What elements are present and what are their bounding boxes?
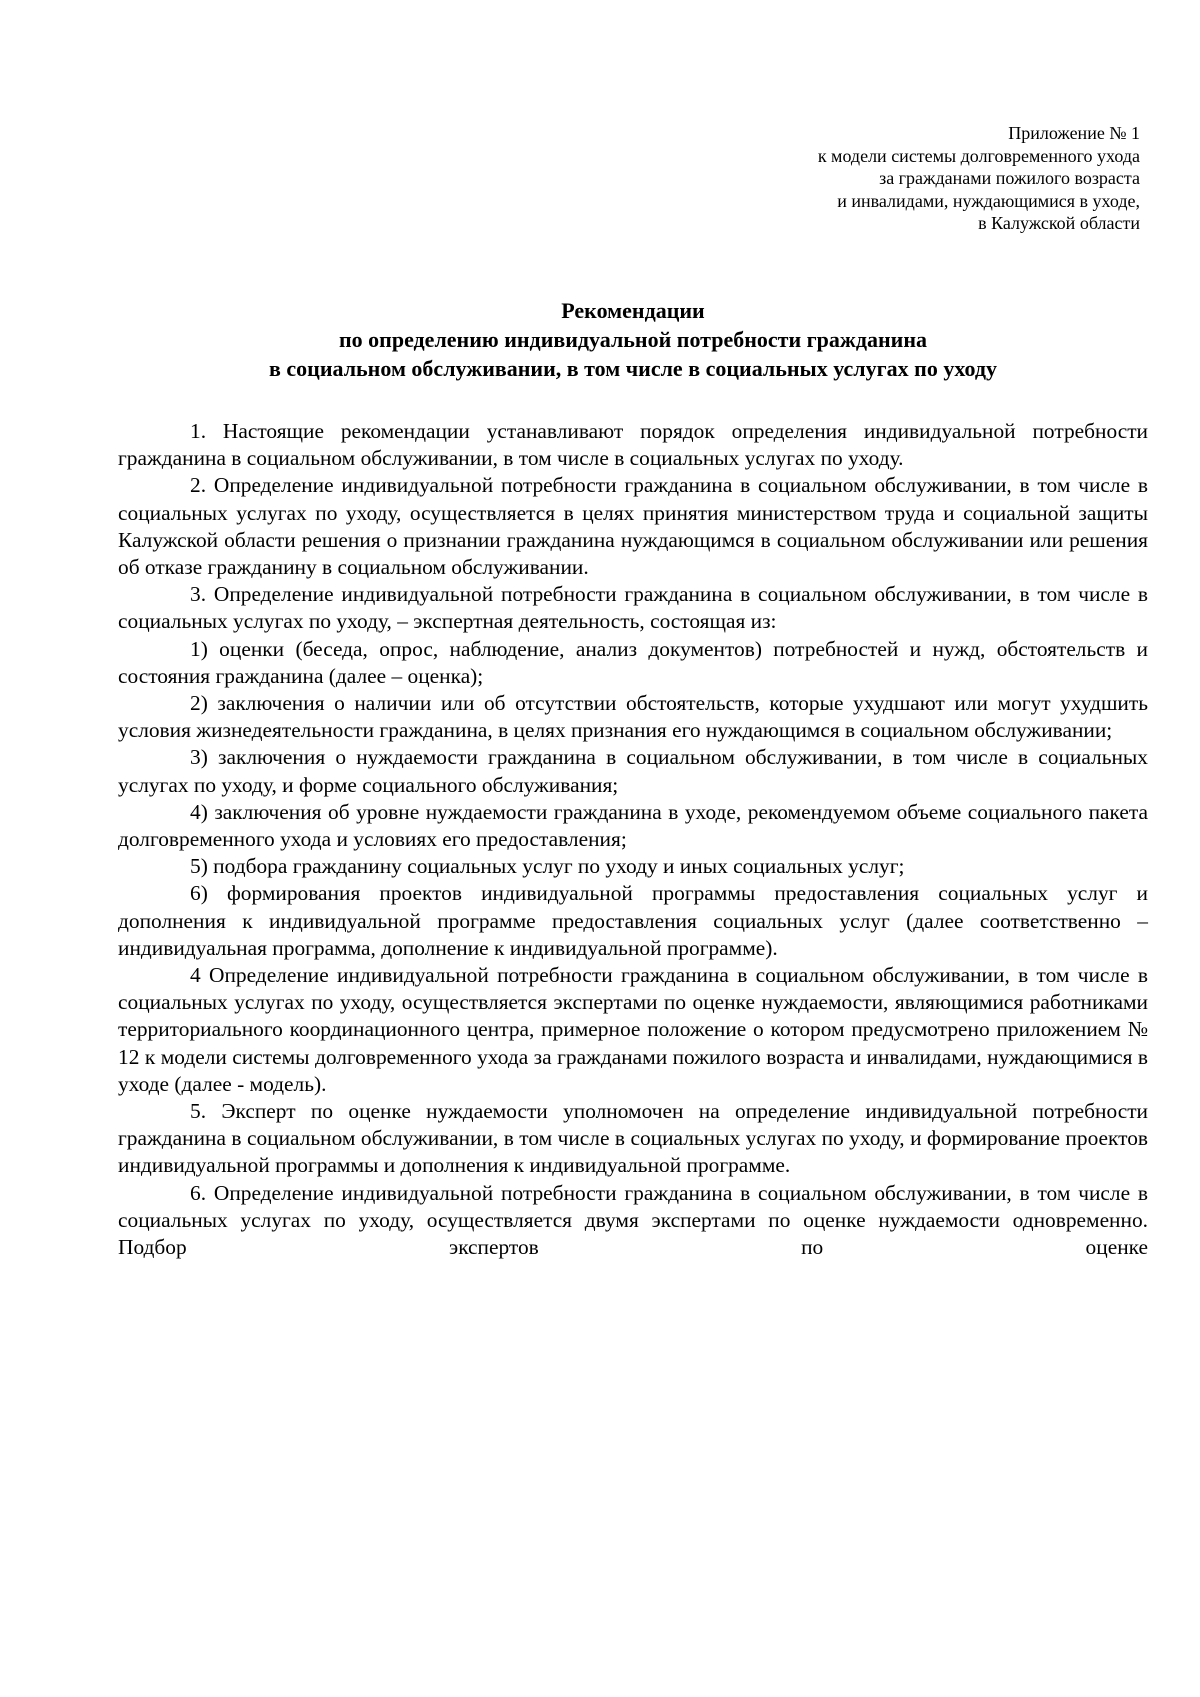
paragraph: 4 Определение индивидуальной потребности гражданина в социальном обслуживании, в том числе в социальных услугах по уходу, осуществляется экспертами по оценке нуждаемости, являющимися работниками территориального координационного центра, примерное положение о котором предусмотрено приложением № 12 к модели системы долговременного ухода за гражданами пожилого возраста и инвалидами, нуждающимися в уходе (далее - модель). bbox=[118, 963, 1148, 1096]
document-title-line: по определению индивидуальной потребности гражданина bbox=[338, 327, 928, 352]
list-item: 2) заключения о наличии или об отсутствии обстоятельств, которые ухудшают или могут ухудшить условия жизнедеятельности гражданина, в целях признания его нуждающимся в социальном обслуживании; bbox=[118, 691, 1148, 743]
document-title bbox=[118, 296, 1148, 383]
paragraph: 6. Определение индивидуальной потребности гражданина в социальном обслуживании, в том числе в социальных услугах по уходу, осуществляется двумя экспертами по оценке нуждаемости одновременно. Подбор экспертов по оценке bbox=[118, 1180, 1148, 1260]
list-item: 6) формирования проектов индивидуальной программы предоставления социальных услуг и дополнения к индивидуальной программе предоставления социальных услуг (далее соответственно – индивидуальная программа, дополнение к индивидуальной программе). bbox=[118, 881, 1148, 960]
list-item: 4) заключения об уровне нуждаемости гражданина в уходе, рекомендуемом объеме социального пакета долговременного ухода и условиях его предоставления; bbox=[118, 799, 1148, 852]
appendix-header-line: Приложение № 1 bbox=[1008, 123, 1140, 143]
appendix-header-line: и инвалидами, нуждающимися в уходе, bbox=[837, 190, 1140, 211]
document-title-line: в социальном обслуживании, в том числе в социальных услугах по уходу bbox=[269, 356, 997, 381]
list-item: 3) заключения о нуждаемости гражданина в социальном обслуживании, в том числе в социальных услугах по уходу, и форме социального обслуживания; bbox=[118, 745, 1148, 797]
paragraph: 3. Определение индивидуальной потребности гражданина в социальном обслуживании, в том числе в социальных услугах по уходу, – экспертная деятельность, состоящая из: bbox=[118, 582, 1148, 634]
document-body bbox=[118, 418, 1148, 1261]
appendix-header-line: за гражданами пожилого возраста bbox=[879, 168, 1140, 188]
appendix-header-line: к модели системы долговременного ухода bbox=[817, 145, 1140, 166]
paragraph: 5. Эксперт по оценке нуждаемости уполномочен на определение индивидуальной потребности гражданина в социальном обслуживании, в том числе в социальных услугах по уходу, и формирование проектов индивидуальной программы и дополнения к индивидуальной программе. bbox=[118, 1099, 1148, 1178]
document-title-line: Рекомендации bbox=[561, 298, 705, 323]
list-item: 5) подбора гражданину социальных услуг по уходу и иных социальных услуг; bbox=[190, 854, 905, 879]
paragraph: 1. Настоящие рекомендации устанавливают порядок определения индивидуальной потребности гражданина в социальном обслуживании, в том числе в социальных услугах по уходу. bbox=[118, 419, 1148, 471]
appendix-header-line: в Калужской области bbox=[978, 213, 1140, 233]
paragraph: 2. Определение индивидуальной потребности гражданина в социальном обслуживании, в том числе в социальных услугах по уходу, осуществляется в целях принятия министерством труда и социальной защиты Калужской области решения о признании гражданина нуждающимся в социальном обслуживании или решения об отказе гражданину в социальном обслуживании. bbox=[118, 473, 1148, 580]
appendix-header bbox=[620, 122, 1140, 235]
list-item: 1) оценки (беседа, опрос, наблюдение, анализ документов) потребностей и нужд, обстоятельств и состояния гражданина (далее – оценка); bbox=[118, 636, 1148, 688]
